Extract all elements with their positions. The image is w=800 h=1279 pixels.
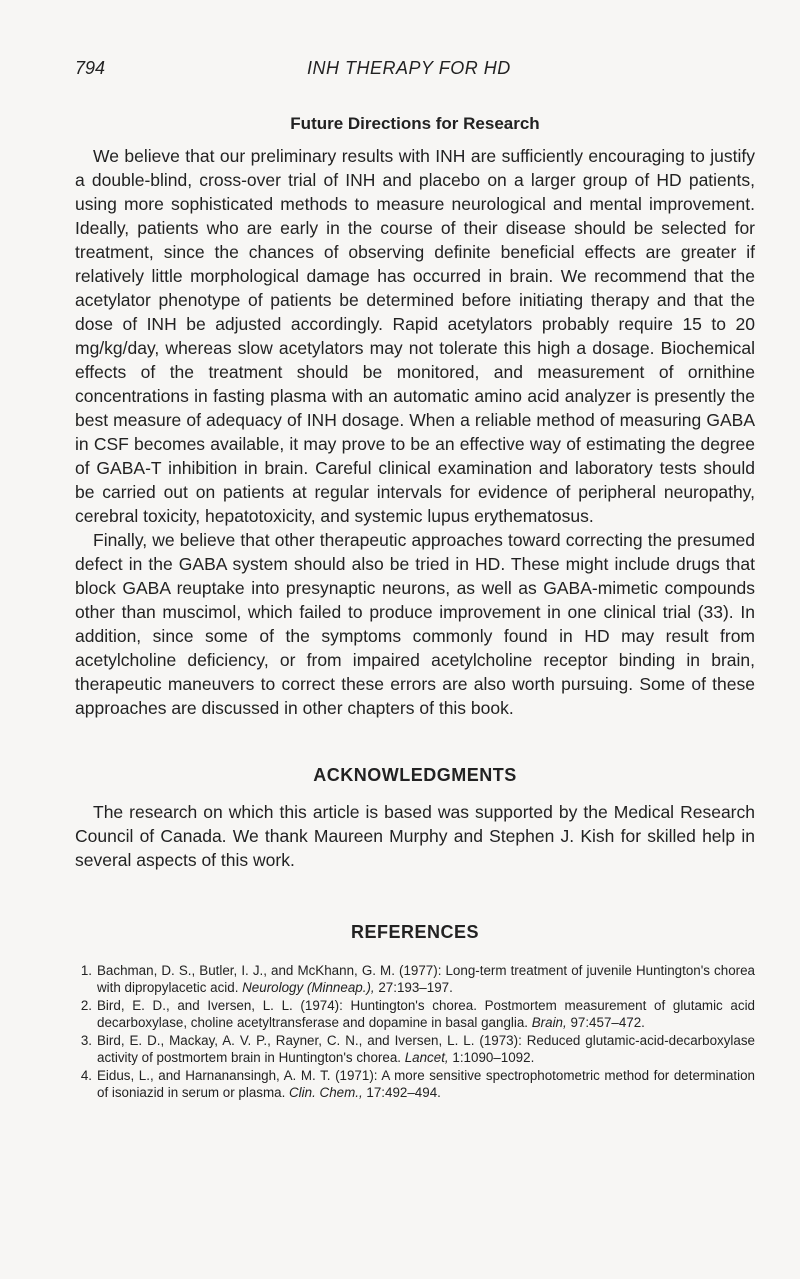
reference-volume-pages: 17:492–494. xyxy=(362,1084,441,1100)
reference-body: Eidus, L., and Harnanansingh, A. M. T. (1971): A more sensitive spectrophotometric method for determination of isoniazid in serum or plasma. xyxy=(97,1068,755,1100)
running-head xyxy=(75,58,755,88)
reference-number: 1. xyxy=(80,963,92,978)
reference-volume-pages: 27:193–197. xyxy=(374,979,453,995)
reference-journal: Clin. Chem., xyxy=(289,1084,363,1100)
running-title: INH THERAPY FOR HD xyxy=(307,58,511,78)
reference-item xyxy=(75,1068,755,1101)
reference-item xyxy=(75,998,755,1031)
reference-list xyxy=(75,963,755,1101)
reference-journal: Brain, xyxy=(531,1014,567,1030)
reference-body: Bachman, D. S., Butler, I. J., and McKhann, G. M. (1977): Long-term treatment of juvenile Huntington's chorea with dipropylacetic acid. xyxy=(97,963,755,995)
reference-text xyxy=(97,1033,755,1066)
reference-text xyxy=(97,1068,755,1101)
acknowledgments-text: The research on which this article is based was supported by the Medical Research Council of Canada. We thank Maureen Murphy and Stephen J. Kish for skilled help in several aspects of this work. xyxy=(75,802,755,870)
page-number: 794 xyxy=(75,58,106,78)
acknowledgments-heading: ACKNOWLEDGMENTS xyxy=(313,765,517,785)
page xyxy=(75,58,755,1103)
reference-journal: Neurology (Minneap.), xyxy=(242,979,375,995)
future-directions-paragraph-1: We believe that our preliminary results with INH are sufficiently encouraging to justify a double-blind, cross-over trial of INH and placebo on a larger group of HD patients, using more sophisticated methods to measure neurological and mental improvement. Ideally, patients who are early in the course of their disease should be selected for treatment, since the chances of observing definite beneficial effects are greater if relatively little morphological damage has occurred in brain. We recommend that the acetylator phenotype of patients be determined before initiating therapy and that the dose of INH be adjusted accordingly. Rapid acetylators probably require 15 to 20 mg/kg/day, whereas slow acetylators may not tolerate this high a dosage. Biochemical effects of the treatment should be monitored, and measurement of ornithine concentrations in fasting plasma with an automatic amino acid analyzer is presently the best measure of adequacy of INH dosage. When a reliable method of measuring GABA in CSF becomes available, it may prove to be an effective way of estimating the degree of GABA-T inhibition in brain. Careful clinical examination and laboratory tests should be carried out on patients at regular intervals for evidence of peripheral neuropathy, cerebral toxicity, hepatotoxicity, and systemic lupus erythematosus. xyxy=(75,146,755,526)
reference-text xyxy=(97,963,755,996)
reference-journal: Lancet, xyxy=(404,1049,449,1065)
reference-number: 4. xyxy=(80,1068,92,1083)
reference-body: Bird, E. D., Mackay, A. V. P., Rayner, C. N., and Iversen, L. L. (1973): Reduced glutamic-acid-decarboxylase activity of postmortem brain in Huntington's chorea. xyxy=(97,1033,755,1065)
reference-volume-pages: 1:1090–1092. xyxy=(448,1049,535,1065)
reference-number: 2. xyxy=(80,998,92,1013)
future-directions-heading: Future Directions for Research xyxy=(290,114,540,133)
reference-body: Bird, E. D., and Iversen, L. L. (1974): Huntington's chorea. Postmortem measurement of glutamic acid decarboxylase, choline acetyltransferase and dopamine in basal ganglia. xyxy=(97,998,755,1030)
reference-item xyxy=(75,1033,755,1066)
references-heading: REFERENCES xyxy=(350,922,480,942)
reference-number: 3. xyxy=(80,1033,92,1048)
future-directions-paragraph-2: Finally, we believe that other therapeutic approaches toward correcting the presumed defect in the GABA system should also be tried in HD. These might include drugs that block GABA reuptake into presynaptic neurons, as well as GABA-mimetic compounds other than muscimol, which failed to produce improvement in one clinical trial (33). In addition, since some of the symptoms commonly found in HD may result from acetylcholine deficiency, or from impaired acetylcholine receptor binding in brain, therapeutic maneuvers to correct these errors are also worth pursuing. Some of these approaches are discussed in other chapters of this book. xyxy=(75,530,755,718)
reference-item xyxy=(75,963,755,996)
reference-volume-pages: 97:457–472. xyxy=(566,1014,645,1030)
reference-text xyxy=(97,998,755,1031)
